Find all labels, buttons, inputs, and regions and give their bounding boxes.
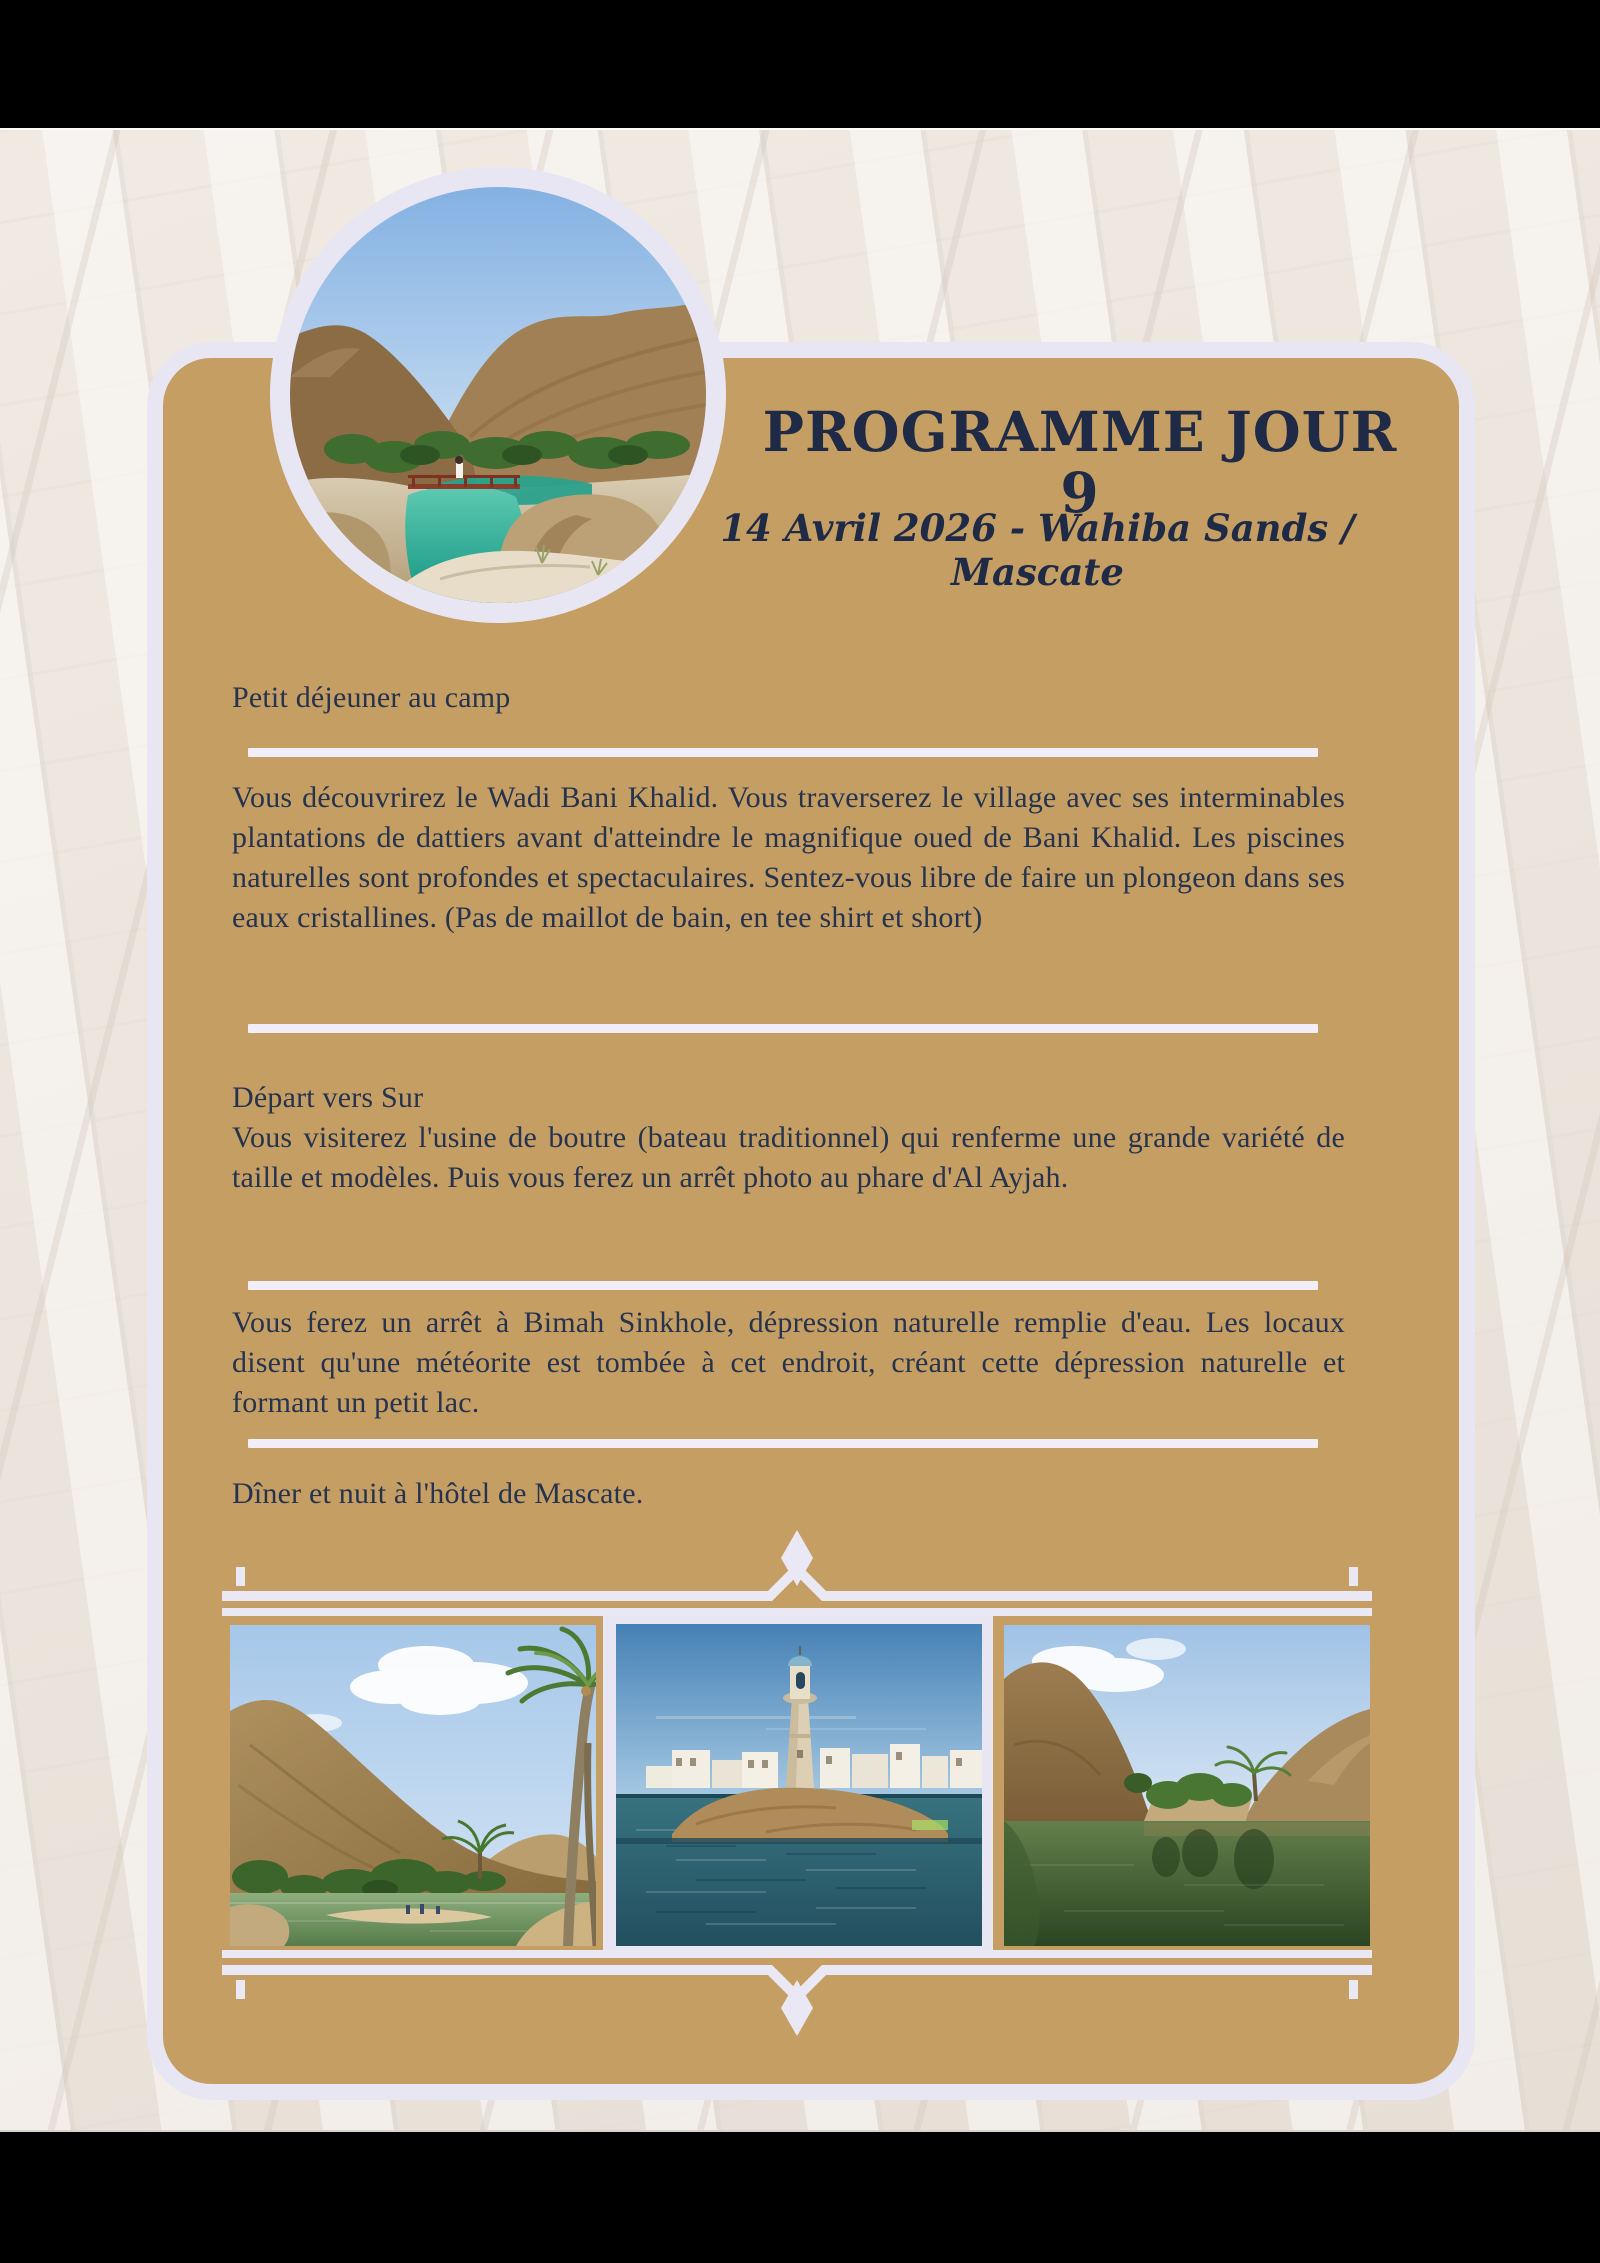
ornamental-divider-bottom [222,1950,1372,2052]
wadi-palm-pool-photo [230,1625,596,1946]
al-ayjah-lighthouse-sur-photo [616,1624,982,1946]
page-title: PROGRAMME JOUR 9 [762,399,1398,525]
cloud-streak [656,1716,856,1719]
wadi-paragraph: Vous découvrirez le Wadi Bani Khalid. Vous traverserez le village avec ses interminables plantations de dattiers avant d'atteindre le magnifique oued de Bani Khalid. Les piscines naturelles sont profondes et spectaculaires. Sentez-vous libre de faire un plongeon dans ses eaux cristallines. (Pas de maillot de bain, en tee shirt et short) [232,781,1345,934]
hero-photo-circle [270,167,726,623]
letterbox-bottom [0,2132,1600,2263]
gallery-photo-right [1004,1625,1370,1946]
dinner-text: Dîner et nuit à l'hôtel de Mascate. [232,1477,644,1510]
sur-paragraph: Vous visiterez l'usine de boutre (bateau traditionnel) qui renferme une grande variété de taille et modèles. Puis vous ferez un arrêt photo au phare d'Al Ayjah. [232,1121,1345,1194]
wadi-bani-khalid-pools-photo [290,187,706,603]
breakfast-text: Petit déjeuner au camp [232,681,511,714]
sur-heading: Départ vers Sur [232,1081,424,1114]
gallery-photo-middle [616,1624,982,1946]
hero-photo-mask [290,187,706,603]
section-divider-3 [248,1281,1318,1290]
section-divider-4 [248,1439,1318,1448]
gallery-photo-left [230,1625,596,1946]
wadi-green-pool-photo [1004,1625,1370,1946]
bimah-paragraph: Vous ferez un arrêt à Bimah Sinkhole, dépression naturelle remplie d'eau. Les locaux disent qu'une météorite est tombée à cet endroit, créant cette dépression naturelle et formant un petit lac. [232,1306,1345,1419]
ornamental-divider-top [222,1514,1372,1616]
date-subtitle: 14 Avril 2026 - Wahiba Sands / Mascate [720,506,1355,594]
letterbox-top [0,0,1600,128]
green-boat-shed [912,1820,948,1830]
section-divider-2 [248,1024,1318,1033]
town-right [820,1744,982,1788]
section-divider-1 [248,748,1318,757]
